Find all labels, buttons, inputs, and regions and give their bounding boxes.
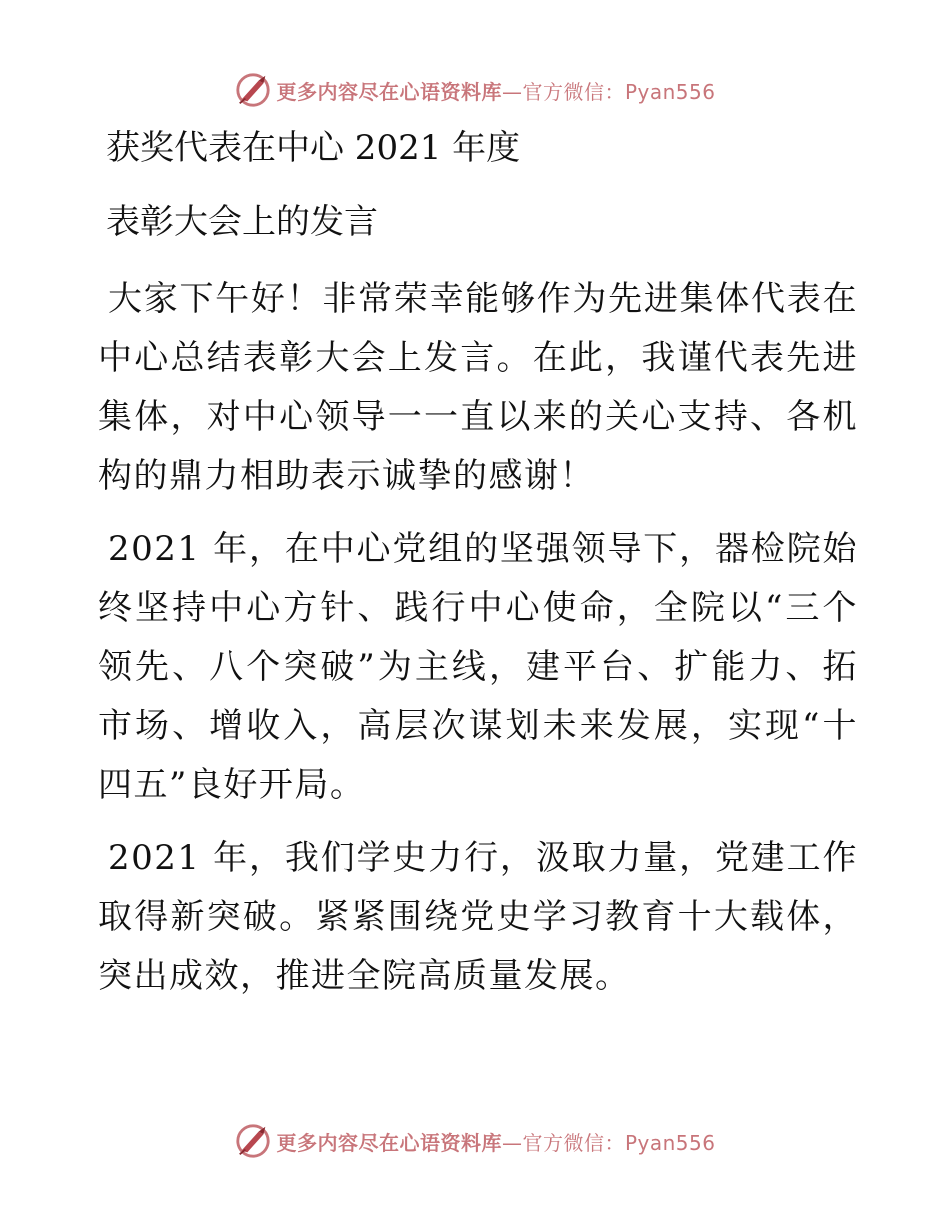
quill-pen-logo-icon (234, 1122, 272, 1160)
watermark-tail: —官方微信：Pyan556 (501, 1130, 716, 1155)
document-body (98, 122, 858, 1020)
footer-watermark (0, 1121, 950, 1161)
watermark-tail: —官方微信：Pyan556 (501, 79, 716, 104)
paragraph-1: 大家下午好！非常荣幸能够作为先进集体代表在中心总结表彰大会上发言。在此，我谨代表先进集体，对中心领导一一直以来的关心支持、各机构的鼎力相助表示诚挚的感谢！ (98, 279, 858, 496)
paragraph-3: 2021 年，我们学史力行，汲取力量，党建工作取得新突破。紧紧围绕党史学习教育十大载体，突出成效，推进全院高质量发展。 (98, 838, 858, 996)
title-line-1: 获奖代表在中心 2021 年度 (106, 128, 521, 168)
header-watermark (0, 70, 950, 110)
watermark-text (276, 76, 715, 105)
title-line-2: 表彰大会上的发言 (106, 202, 378, 242)
watermark-text (276, 1127, 715, 1156)
watermark-main: 更多内容尽在心语资料库 (276, 1130, 502, 1155)
watermark-main: 更多内容尽在心语资料库 (276, 79, 502, 104)
quill-pen-logo-icon (234, 71, 272, 109)
paragraph-2: 2021 年，在中心党组的坚强领导下，器检院始终坚持中心方针、践行中心使命，全院以“三个领先、八个突破”为主线，建平台、扩能力、拓市场、增收入，高层次谋划未来发展，实现“十四五”良好开局。 (98, 529, 858, 805)
